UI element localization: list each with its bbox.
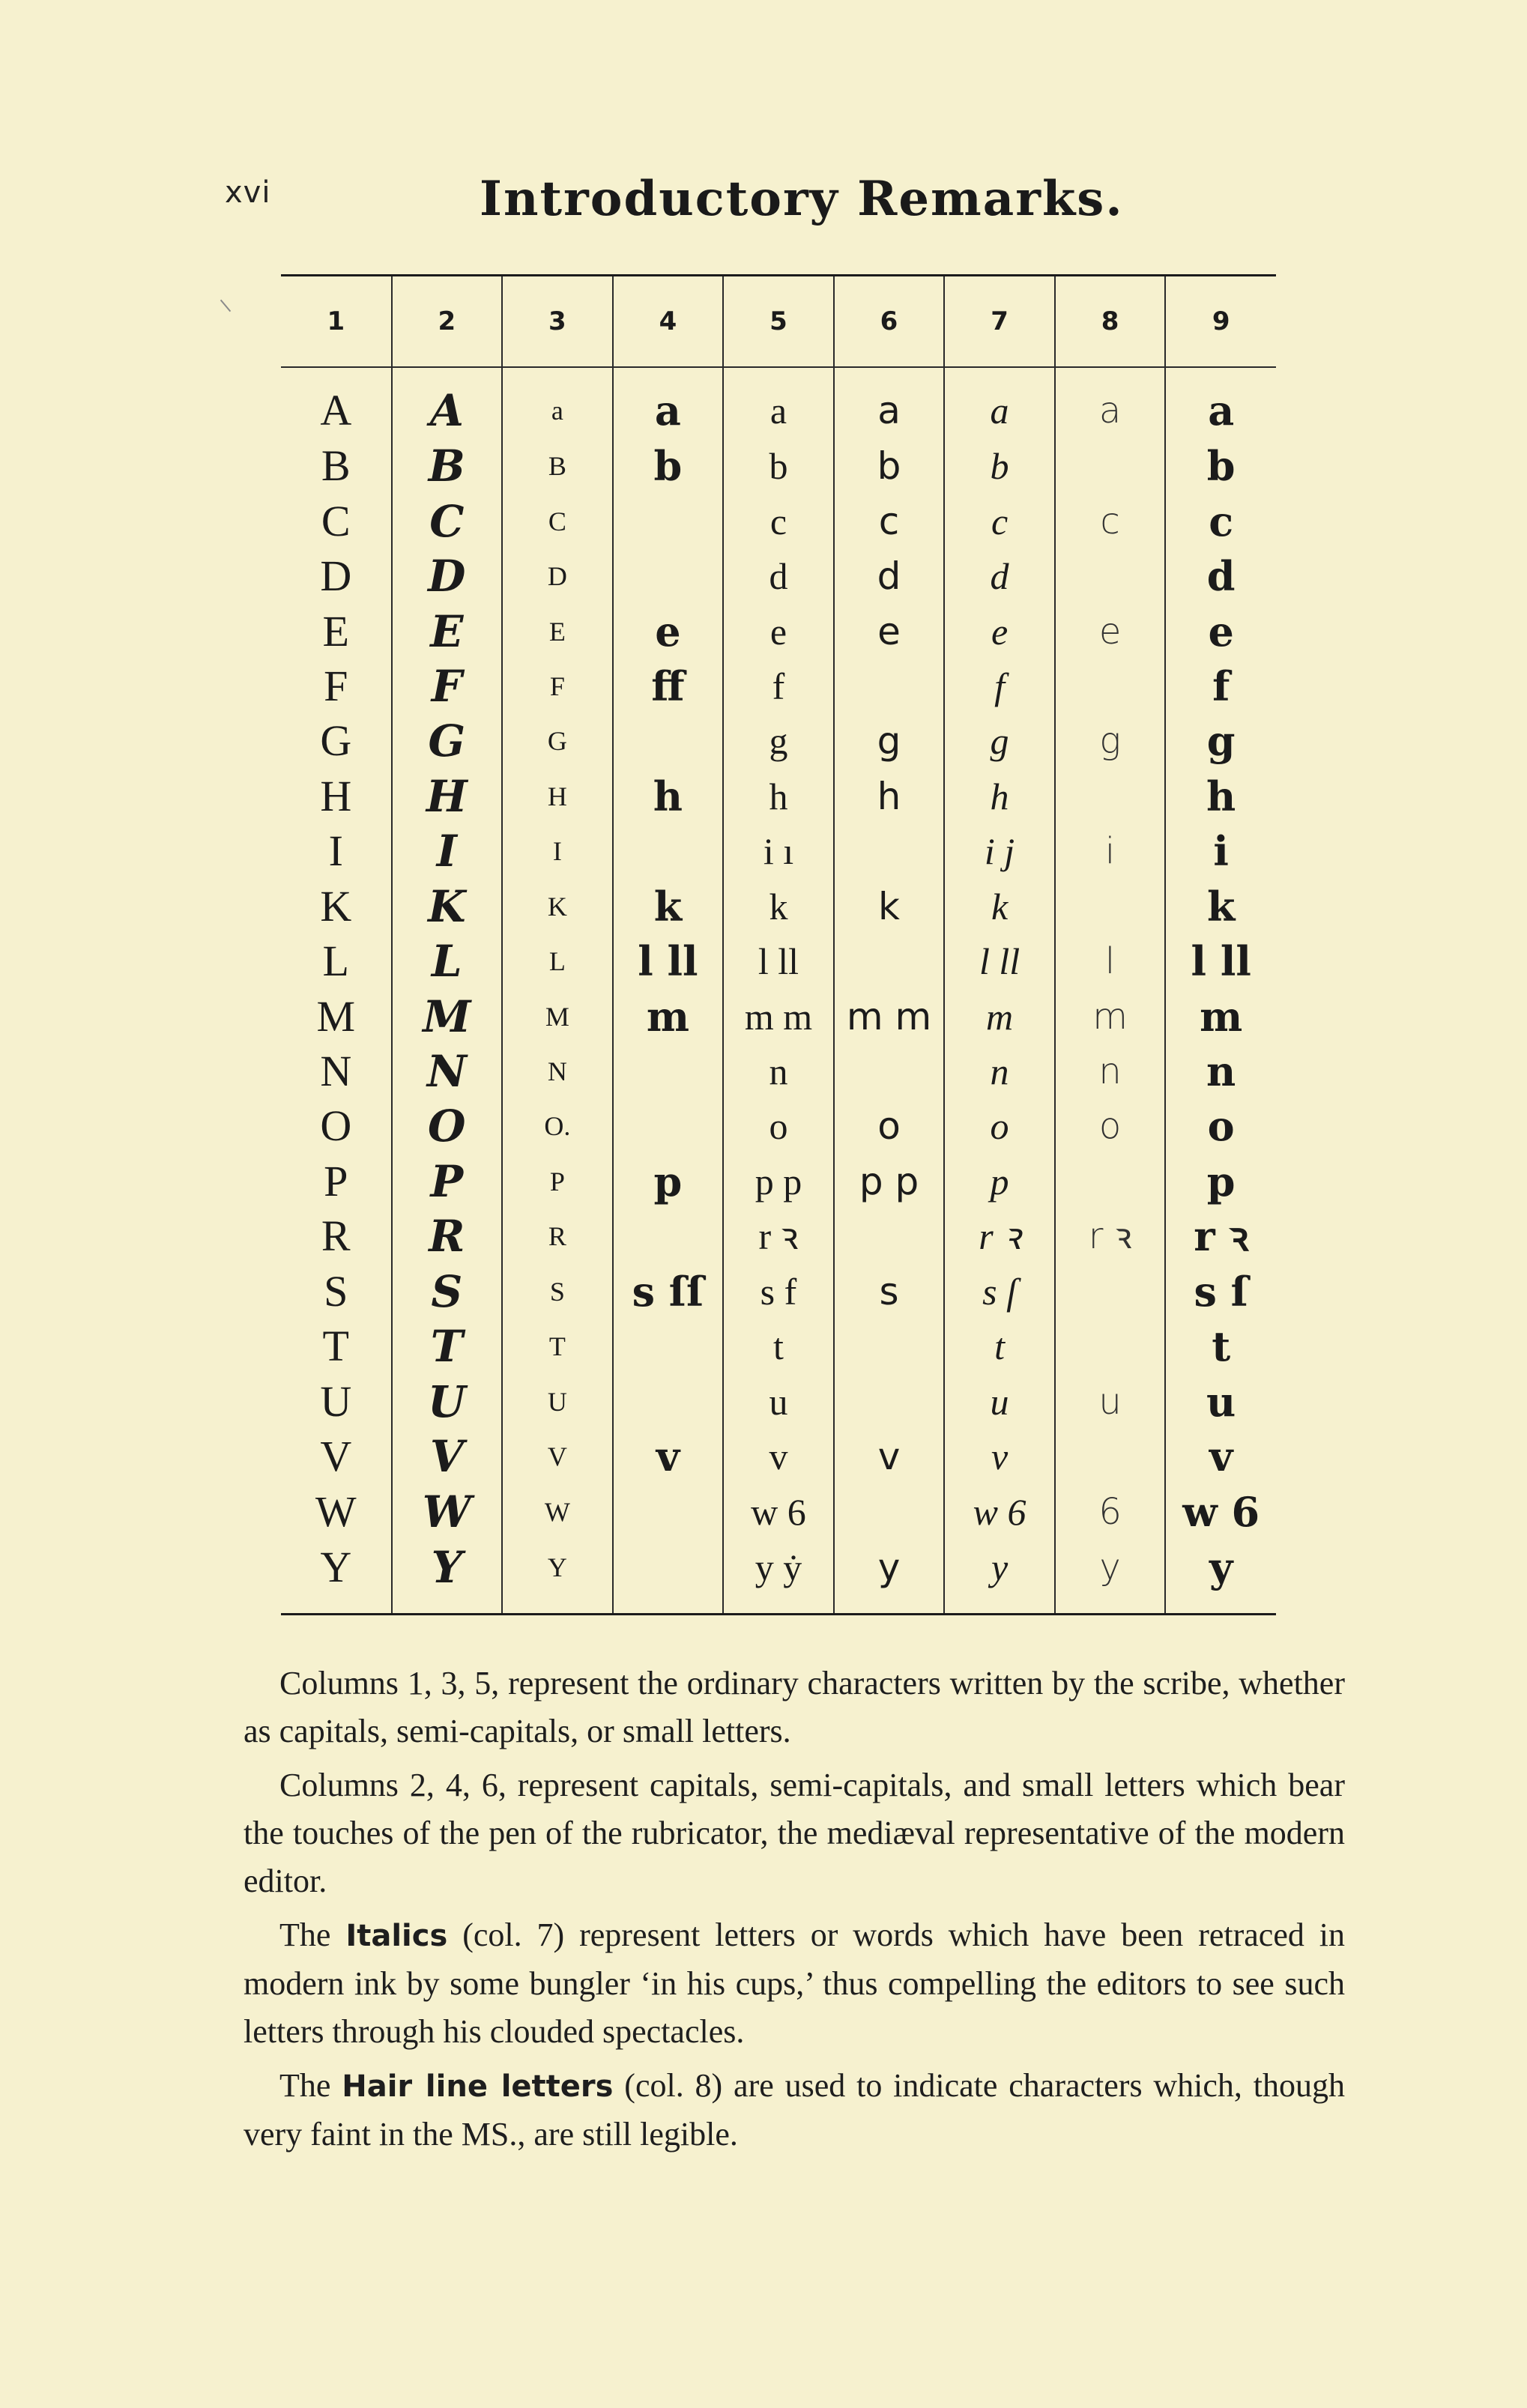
table-cell-col-3: L: [502, 934, 613, 988]
table-cell-col-3: C: [502, 494, 613, 548]
column-header: 9: [1165, 276, 1276, 368]
table-cell-col-7: p: [944, 1154, 1055, 1208]
table-cell-col-7: b: [944, 438, 1055, 493]
table-cell-col-1: V: [320, 1432, 352, 1481]
table-cell-col-1: W: [315, 1486, 357, 1536]
table-cell-col-1: M: [316, 991, 356, 1041]
table-cell-col-9: g: [1165, 714, 1276, 769]
table-cell-col-2: C: [392, 494, 503, 548]
table-cell-col-8: m: [1055, 989, 1166, 1044]
table-row: [281, 367, 1276, 438]
table-row: [281, 824, 1276, 879]
table-cell-col-1: B: [321, 441, 351, 491]
table-cell-col-9: l ll: [1165, 934, 1276, 988]
table-cell-col-6: c: [834, 494, 945, 548]
table-row: [281, 1154, 1276, 1208]
table-cell-col-5: n: [723, 1044, 834, 1098]
table-row: [281, 1209, 1276, 1264]
table-cell-col-6: [834, 934, 945, 988]
table-cell-col-1: D: [320, 551, 352, 601]
note-text: (col. 7) represent letters or words which have been retraced in modern ink by some bungler ‘in his cups,’ thus compelling the editors to see such letters through his clouded spectacles.: [244, 1917, 1346, 2050]
table-cell-col-1: E: [322, 606, 349, 656]
table-cell-col-1: O: [320, 1101, 352, 1151]
table-cell-col-8: e: [1055, 604, 1166, 659]
table-cell-col-9: p: [1165, 1154, 1276, 1208]
table-cell-col-2: P: [392, 1154, 503, 1208]
table-cell-col-6: [834, 1044, 945, 1098]
alphabet-table: [281, 274, 1276, 1615]
table-cell-col-5: p p: [723, 1154, 834, 1208]
table-cell-col-8: [1055, 1319, 1166, 1373]
table-cell-col-2: M: [392, 989, 503, 1044]
table-cell-col-7: f: [944, 659, 1055, 713]
table-cell-col-6: e: [834, 604, 945, 659]
table-cell-col-9: y: [1165, 1539, 1276, 1614]
table-cell-col-8: u: [1055, 1374, 1166, 1429]
table-cell-col-7: c: [944, 494, 1055, 548]
table-cell-col-3: G: [502, 714, 613, 769]
table-cell-col-6: [834, 1374, 945, 1429]
table-cell-col-1: I: [328, 826, 343, 876]
table-cell-col-1: R: [321, 1211, 351, 1261]
table-cell-col-9: i: [1165, 824, 1276, 879]
table-cell-col-3: I: [502, 824, 613, 879]
table-row: [281, 1264, 1276, 1319]
table-row: [281, 1319, 1276, 1373]
table-cell-col-6: h: [834, 769, 945, 823]
table-cell-col-4: ff: [613, 659, 724, 713]
table-cell-col-1: C: [321, 496, 351, 545]
table-cell-col-7: y: [944, 1539, 1055, 1614]
column-header: 1: [281, 276, 392, 368]
table-cell-col-4: [613, 1099, 724, 1154]
table-cell-col-2: R: [392, 1209, 503, 1264]
table-cell-col-8: i: [1055, 824, 1166, 879]
table-cell-col-5: g: [723, 714, 834, 769]
table-cell-col-4: [613, 548, 724, 603]
table-cell-col-8: [1055, 769, 1166, 823]
table-cell-col-6: m m: [834, 989, 945, 1044]
table-cell-col-8: [1055, 1264, 1166, 1319]
page-number: xvi: [225, 175, 271, 210]
table-row: [281, 769, 1276, 823]
table-row: [281, 1429, 1276, 1483]
table-cell-col-4: [613, 824, 724, 879]
table-cell-col-3: W: [502, 1484, 613, 1539]
table-cell-col-6: g: [834, 714, 945, 769]
table-cell-col-9: k: [1165, 879, 1276, 934]
table-cell-col-6: [834, 1209, 945, 1264]
table-cell-col-5: u: [723, 1374, 834, 1429]
table-cell-col-7: d: [944, 548, 1055, 603]
table-cell-col-8: a: [1055, 367, 1166, 438]
table-cell-col-5: i ı: [723, 824, 834, 879]
table-cell-col-8: [1055, 438, 1166, 493]
table-cell-col-6: [834, 659, 945, 713]
table-cell-col-4: h: [613, 769, 724, 823]
table-cell-col-5: v: [723, 1429, 834, 1483]
table-row: [281, 714, 1276, 769]
table-cell-col-2: T: [392, 1319, 503, 1373]
table-cell-col-6: k: [834, 879, 945, 934]
table-cell-col-6: [834, 1319, 945, 1373]
table-cell-col-7: e: [944, 604, 1055, 659]
table-cell-col-7: s ſ: [944, 1264, 1055, 1319]
table-cell-col-2: S: [392, 1264, 503, 1319]
table-cell-col-7: u: [944, 1374, 1055, 1429]
note-paragraph: Columns 2, 4, 6, represent capitals, semi-capitals, and small letters which bear the touches of the pen of the rubricator, the mediæval representative of the modern editor.: [244, 1767, 1345, 1899]
table-cell-col-6: [834, 1484, 945, 1539]
table-cell-col-5: f: [723, 659, 834, 713]
note-text: (col. 8) are used to indicate characters which, though very faint in the MS., are still legible.: [244, 2067, 1345, 2153]
table-cell-col-5: d: [723, 548, 834, 603]
table-cell-col-7: l ll: [944, 934, 1055, 988]
table-cell-col-5: h: [723, 769, 834, 823]
table-cell-col-1: S: [324, 1266, 348, 1316]
table-cell-col-8: n: [1055, 1044, 1166, 1098]
column-header: 5: [723, 276, 834, 368]
table-cell-col-7: a: [944, 367, 1055, 438]
explanatory-notes: [244, 1660, 1345, 2165]
table-cell-col-4: a: [613, 367, 724, 438]
table-cell-col-2: E: [392, 604, 503, 659]
table-cell-col-4: l ll: [613, 934, 724, 988]
table-cell-col-3: N: [502, 1044, 613, 1098]
table-cell-col-9: e: [1165, 604, 1276, 659]
table-cell-col-3: H: [502, 769, 613, 823]
table-cell-col-5: e: [723, 604, 834, 659]
column-header: 7: [944, 276, 1055, 368]
table-cell-col-6: y: [834, 1539, 945, 1614]
table-cell-col-6: [834, 824, 945, 879]
table-cell-col-6: o: [834, 1099, 945, 1154]
table-cell-col-9: t: [1165, 1319, 1276, 1373]
note-paragraph: [244, 1911, 1345, 2056]
table-cell-col-5: s f: [723, 1264, 834, 1319]
table-cell-col-2: G: [392, 714, 503, 769]
column-header: 3: [502, 276, 613, 368]
table-cell-col-4: [613, 1209, 724, 1264]
table-cell-col-9: r ꝛ: [1165, 1209, 1276, 1264]
table-cell-col-9: a: [1165, 367, 1276, 438]
column-header: 6: [834, 276, 945, 368]
table-row: [281, 989, 1276, 1044]
table-cell-col-2: L: [392, 934, 503, 988]
table-cell-col-2: N: [392, 1044, 503, 1098]
table-cell-col-2: D: [392, 548, 503, 603]
table-row: [281, 1374, 1276, 1429]
table-cell-col-3: K: [502, 879, 613, 934]
table-cell-col-2: A: [392, 367, 503, 438]
table-cell-col-2: H: [392, 769, 503, 823]
table-cell-col-2: W: [392, 1484, 503, 1539]
table-cell-col-7: w 6: [944, 1484, 1055, 1539]
table-row: [281, 1539, 1276, 1614]
table-row: [281, 659, 1276, 713]
table-cell-col-4: m: [613, 989, 724, 1044]
table-cell-col-9: n: [1165, 1044, 1276, 1098]
table-cell-col-3: V: [502, 1429, 613, 1483]
column-header: 8: [1055, 276, 1166, 368]
table-cell-col-4: b: [613, 438, 724, 493]
table-row: [281, 1099, 1276, 1154]
note-bold-term: Hair line letters: [342, 2069, 614, 2104]
table-cell-col-5: r ꝛ: [723, 1209, 834, 1264]
table-cell-col-3: F: [502, 659, 613, 713]
table-row: [281, 879, 1276, 934]
table-cell-col-8: [1055, 548, 1166, 603]
table-cell-col-2: I: [392, 824, 503, 879]
note-paragraph: Columns 1, 3, 5, represent the ordinary characters written by the scribe, whether as capitals, semi-capitals, or small letters.: [244, 1665, 1345, 1749]
table-cell-col-8: g: [1055, 714, 1166, 769]
table-cell-col-4: [613, 1539, 724, 1614]
table-cell-col-3: Y: [502, 1539, 613, 1614]
table-cell-col-9: f: [1165, 659, 1276, 713]
table-cell-col-8: [1055, 879, 1166, 934]
table-cell-col-4: s ſſ: [613, 1264, 724, 1319]
table-cell-col-4: [613, 494, 724, 548]
table-cell-col-4: k: [613, 879, 724, 934]
table-cell-col-2: V: [392, 1429, 503, 1483]
table-cell-col-5: y ẏ: [723, 1539, 834, 1614]
table-cell-col-1: K: [320, 881, 352, 931]
table-cell-col-5: m m: [723, 989, 834, 1044]
table-cell-col-7: k: [944, 879, 1055, 934]
page-title: Introductory Remarks.: [480, 171, 1124, 227]
table-cell-col-8: [1055, 1154, 1166, 1208]
table-cell-col-4: p: [613, 1154, 724, 1208]
note-paragraph: [244, 2062, 1345, 2159]
table-cell-col-4: [613, 1044, 724, 1098]
table-cell-col-8: o: [1055, 1099, 1166, 1154]
table-cell-col-5: b: [723, 438, 834, 493]
table-row: [281, 438, 1276, 493]
table-cell-col-2: O: [392, 1099, 503, 1154]
table-cell-col-7: t: [944, 1319, 1055, 1373]
table-cell-col-8: 6: [1055, 1484, 1166, 1539]
table-cell-col-3: P: [502, 1154, 613, 1208]
table-cell-col-5: l ll: [723, 934, 834, 988]
table-cell-col-7: m: [944, 989, 1055, 1044]
table-cell-col-6: a: [834, 367, 945, 438]
table-cell-col-5: w 6: [723, 1484, 834, 1539]
table-cell-col-5: o: [723, 1099, 834, 1154]
table-row: [281, 1044, 1276, 1098]
note-text: The: [279, 2067, 342, 2104]
table-cell-col-1: L: [322, 937, 349, 986]
table-cell-col-8: y: [1055, 1539, 1166, 1614]
table-cell-col-8: r ꝛ: [1055, 1209, 1166, 1264]
table-row: [281, 604, 1276, 659]
table-cell-col-6: p p: [834, 1154, 945, 1208]
table-cell-col-7: i j: [944, 824, 1055, 879]
table-cell-col-2: U: [392, 1374, 503, 1429]
note-bold-term: Italics: [345, 1919, 448, 1953]
table-row: [281, 548, 1276, 603]
table-cell-col-3: S: [502, 1264, 613, 1319]
table-cell-col-7: g: [944, 714, 1055, 769]
scan-mark: [220, 300, 231, 312]
table-cell-col-3: M: [502, 989, 613, 1044]
table-cell-col-9: u: [1165, 1374, 1276, 1429]
table-cell-col-8: l: [1055, 934, 1166, 988]
table-cell-col-9: s ſ: [1165, 1264, 1276, 1319]
table-cell-col-8: [1055, 1429, 1166, 1483]
table-body: [281, 367, 1276, 1615]
table-cell-col-6: d: [834, 548, 945, 603]
table-cell-col-4: e: [613, 604, 724, 659]
table-cell-col-9: d: [1165, 548, 1276, 603]
table-cell-col-3: O.: [502, 1099, 613, 1154]
table-cell-col-1: G: [320, 716, 352, 766]
table-cell-col-1: Y: [320, 1542, 352, 1591]
table-cell-col-5: t: [723, 1319, 834, 1373]
table-row: [281, 494, 1276, 548]
table-cell-col-1: F: [324, 661, 348, 710]
table-cell-col-3: D: [502, 548, 613, 603]
table-cell-col-1: N: [320, 1047, 352, 1095]
table-cell-col-3: U: [502, 1374, 613, 1429]
column-header: 4: [613, 276, 724, 368]
table-cell-col-9: v: [1165, 1429, 1276, 1483]
table-cell-col-6: s: [834, 1264, 945, 1319]
table-cell-col-2: Y: [392, 1539, 503, 1614]
table-cell-col-1: P: [324, 1156, 348, 1205]
note-text: The: [279, 1917, 346, 1953]
table-row: [281, 1484, 1276, 1539]
table-cell-col-3: a: [502, 367, 613, 438]
table-header-row: [281, 276, 1276, 368]
table-cell-col-4: [613, 714, 724, 769]
table-cell-col-3: T: [502, 1319, 613, 1373]
table-cell-col-6: v: [834, 1429, 945, 1483]
table-cell-col-9: o: [1165, 1099, 1276, 1154]
table-cell-col-9: m: [1165, 989, 1276, 1044]
table-cell-col-5: c: [723, 494, 834, 548]
table-cell-col-7: o: [944, 1099, 1055, 1154]
table-cell-col-6: b: [834, 438, 945, 493]
table-cell-col-2: K: [392, 879, 503, 934]
table-cell-col-9: w 6: [1165, 1484, 1276, 1539]
table-cell-col-7: h: [944, 769, 1055, 823]
table-cell-col-2: B: [392, 438, 503, 493]
table-cell-col-8: [1055, 659, 1166, 713]
table-cell-col-1: A: [320, 386, 352, 435]
table-cell-col-1: U: [320, 1376, 352, 1426]
table-cell-col-9: b: [1165, 438, 1276, 493]
table-row: [281, 934, 1276, 988]
table-cell-col-2: F: [392, 659, 503, 713]
table-cell-col-4: [613, 1319, 724, 1373]
table-cell-col-4: v: [613, 1429, 724, 1483]
table-cell-col-5: k: [723, 879, 834, 934]
table-cell-col-4: [613, 1484, 724, 1539]
table-cell-col-9: c: [1165, 494, 1276, 548]
table-cell-col-7: n: [944, 1044, 1055, 1098]
table-cell-col-3: E: [502, 604, 613, 659]
table-cell-col-7: r ꝛ: [944, 1209, 1055, 1264]
table-cell-col-1: T: [322, 1322, 349, 1371]
table-cell-col-4: [613, 1374, 724, 1429]
table-cell-col-3: B: [502, 438, 613, 493]
table-cell-col-1: H: [320, 771, 352, 820]
table-cell-col-8: c: [1055, 494, 1166, 548]
table-cell-col-3: R: [502, 1209, 613, 1264]
table-cell-col-7: v: [944, 1429, 1055, 1483]
table-cell-col-5: a: [723, 367, 834, 438]
table-cell-col-9: h: [1165, 769, 1276, 823]
column-header: 2: [392, 276, 503, 368]
